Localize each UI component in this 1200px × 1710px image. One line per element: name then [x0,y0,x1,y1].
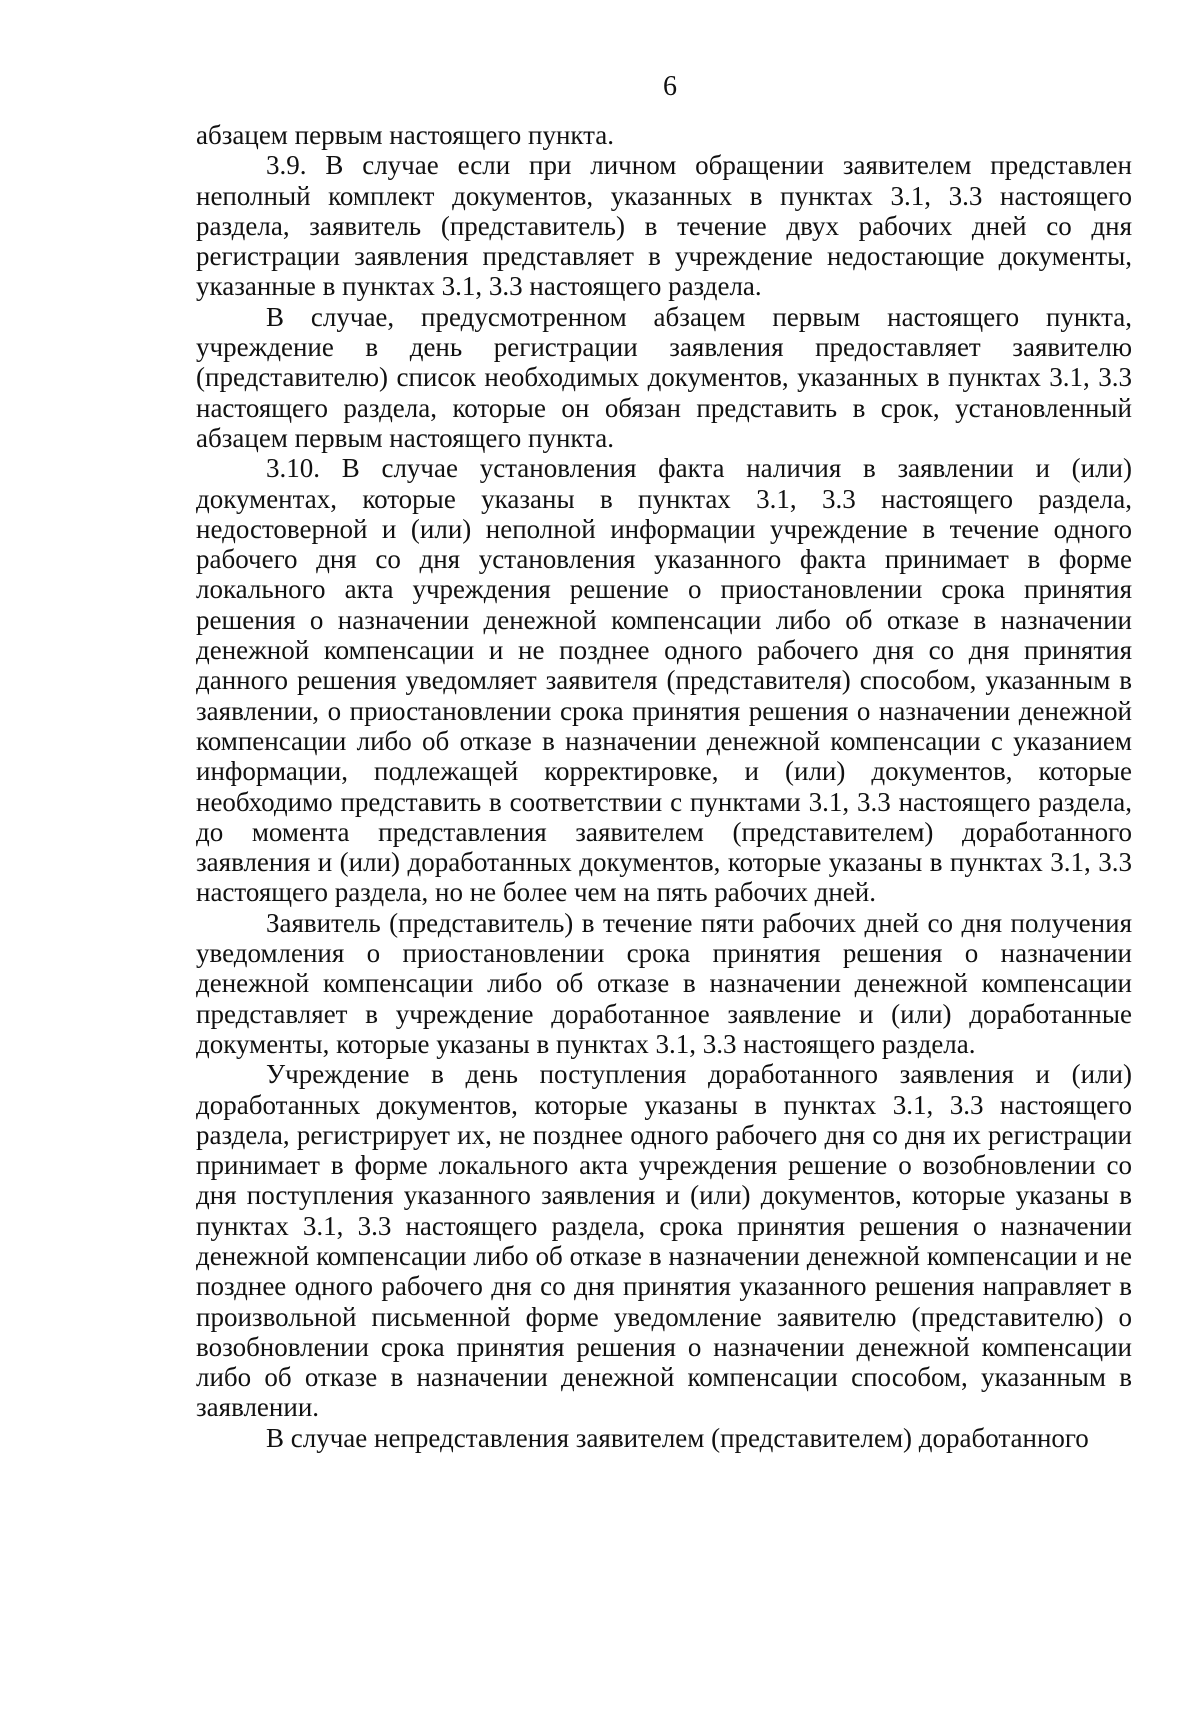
paragraph: 3.10. В случае установления факта наличия в заявлении и (или) документах, которые указаны в пунктах 3.1, 3.3 настоящего раздела, недостоверной и (или) неполной информации учреждение в течение одного рабочего дня со дня установления указанного факта принимает в форме локального акта учреждения решение о приостановлении срока принятия решения о назначении денежной компенсации либо об отказе в назначении денежной компенсации и не позднее одного рабочего дня со дня принятия данного решения уведомляет заявителя (представителя) способом, указанным в заявлении, о приостановлении срока принятия решения о назначении денежной компенсации либо об отказе в назначении денежной компенсации с указанием информации, подлежащей корректировке, и (или) документов, которые необходимо представить в соответствии с пунктами 3.1, 3.3 настоящего раздела, до момента представления заявителем (представителем) доработанного заявления и (или) доработанных документов, которые указаны в пунктах 3.1, 3.3 настоящего раздела, но не более чем на пять рабочих дней. [196,453,1132,908]
page-number: 6 [663,71,677,102]
paragraph: Заявитель (представитель) в течение пяти рабочих дней со дня получения уведомления о приостановлении срока принятия решения о назначении денежной компенсации либо об отказе в назначении денежной компенсации представляет в учреждение доработанное заявление и (или) доработанные документы, которые указаны в пунктах 3.1, 3.3 настоящего раздела. [196,907,1132,1059]
paragraph: В случае, предусмотренном абзацем первым настоящего пункта, учреждение в день регистрации заявления предоставляет заявителю (представителю) список необходимых документов, указанных в пунктах 3.1, 3.3 настоящего раздела, которые он обязан представить в срок, установленный абзацем первым настоящего пункта. [196,301,1132,453]
paragraph: 3.9. В случае если при личном обращении заявителем представлен неполный комплект документов, указанных в пунктах 3.1, 3.3 настоящего раздела, заявитель (представитель) в течение двух рабочих дней со дня регистрации заявления представляет в учреждение недостающие документы, указанные в пунктах 3.1, 3.3 настоящего раздела. [196,150,1132,302]
paragraph: В случае непредставления заявителем (представителем) доработанного [266,1422,1089,1453]
paragraph: Учреждение в день поступления доработанного заявления и (или) доработанных документов, которые указаны в пунктах 3.1, 3.3 настоящего раздела, регистрирует их, не позднее одного рабочего дня со дня их регистрации принимает в форме локального акта учреждения решение о возобновлении со дня поступления указанного заявления и (или) документов, которые указаны в пунктах 3.1, 3.3 настоящего раздела, срока принятия решения о назначении денежной компенсации либо об отказе в назначении денежной компенсации и не позднее одного рабочего дня со дня принятия указанного решения направляет в произвольной письменной форме уведомление заявителю (представителю) о возобновлении срока принятия решения о назначении денежной компенсации либо об отказе в назначении денежной компенсации способом, указанным в заявлении. [196,1059,1132,1423]
document-body [196,120,1132,1453]
paragraph: абзацем первым настоящего пункта. [196,120,615,150]
